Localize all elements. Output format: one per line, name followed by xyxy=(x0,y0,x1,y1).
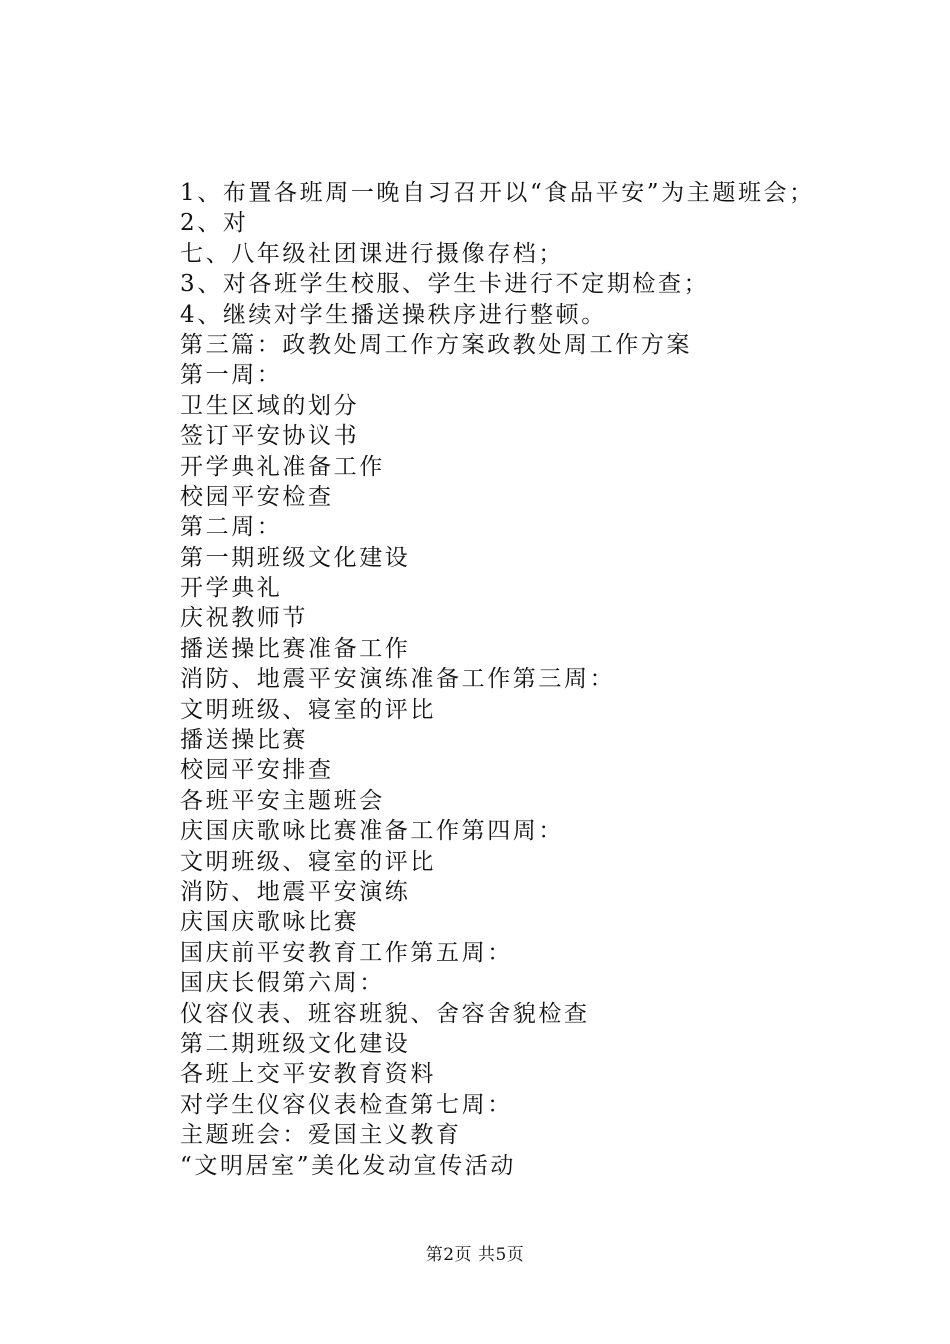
week-heading: 第一周： xyxy=(180,362,283,389)
text-line: 开学典礼 xyxy=(180,575,283,602)
text-line: 主题班会：爱国主义教育 xyxy=(180,1122,462,1149)
text-line: 庆国庆歌咏比赛准备工作第四周： xyxy=(180,818,564,845)
text-line: 1、布置各班周一晚自习召开以“食品平安”为主题班会； xyxy=(180,180,815,206)
text-line: 2、对 xyxy=(180,210,249,237)
text-line: 庆国庆歌咏比赛 xyxy=(180,909,360,936)
text-line: 播送操比赛 xyxy=(180,727,308,754)
text-line: 国庆前平安教育工作第五周： xyxy=(180,939,513,966)
week-heading: 第二周： xyxy=(180,514,283,541)
text-line: 国庆长假第六周： xyxy=(180,970,385,997)
document-body xyxy=(180,178,900,1181)
page-number: 第2页 共5页 xyxy=(425,1245,525,1265)
text-line: 开学典礼准备工作 xyxy=(180,453,385,480)
text-line: 第二期班级文化建设 xyxy=(180,1030,411,1057)
text-line: 文明班级、寝室的评比 xyxy=(180,848,436,875)
text-line: 卫生区域的划分 xyxy=(180,392,360,419)
text-line: 各班上交平安教育资料 xyxy=(180,1061,436,1088)
text-line: 校园平安检查 xyxy=(180,483,334,510)
text-line: 签订平安协议书 xyxy=(180,423,360,450)
text-line: 七、八年级社团课进行摄像存档； xyxy=(180,240,564,267)
text-line: 庆祝教师节 xyxy=(180,605,308,632)
text-line: 第一期班级文化建设 xyxy=(180,544,411,571)
section-heading: 第三篇：政教处周工作方案政教处周工作方案 xyxy=(180,331,692,358)
text-line: 各班平安主题班会 xyxy=(180,787,385,814)
text-line: 4、继续对学生播送操秩序进行整顿。 xyxy=(180,301,607,328)
text-line: 校园平安排查 xyxy=(180,757,334,784)
text-line: 仪容仪表、班容班貌、舍容舍貌检查 xyxy=(180,1000,590,1027)
text-line: 播送操比赛准备工作 xyxy=(180,635,411,662)
text-line: 3、对各班学生校服、学生卡进行不定期检查； xyxy=(180,271,710,298)
text-line: 消防、地震平安演练准备工作第三周： xyxy=(180,666,616,693)
text-line: 消防、地震平安演练 xyxy=(180,878,411,905)
text-line: 文明班级、寝室的评比 xyxy=(180,696,436,723)
text-line: 对学生仪容仪表检查第七周： xyxy=(180,1091,513,1118)
text-line: “文明居室”美化发动宣传活动 xyxy=(180,1152,516,1179)
